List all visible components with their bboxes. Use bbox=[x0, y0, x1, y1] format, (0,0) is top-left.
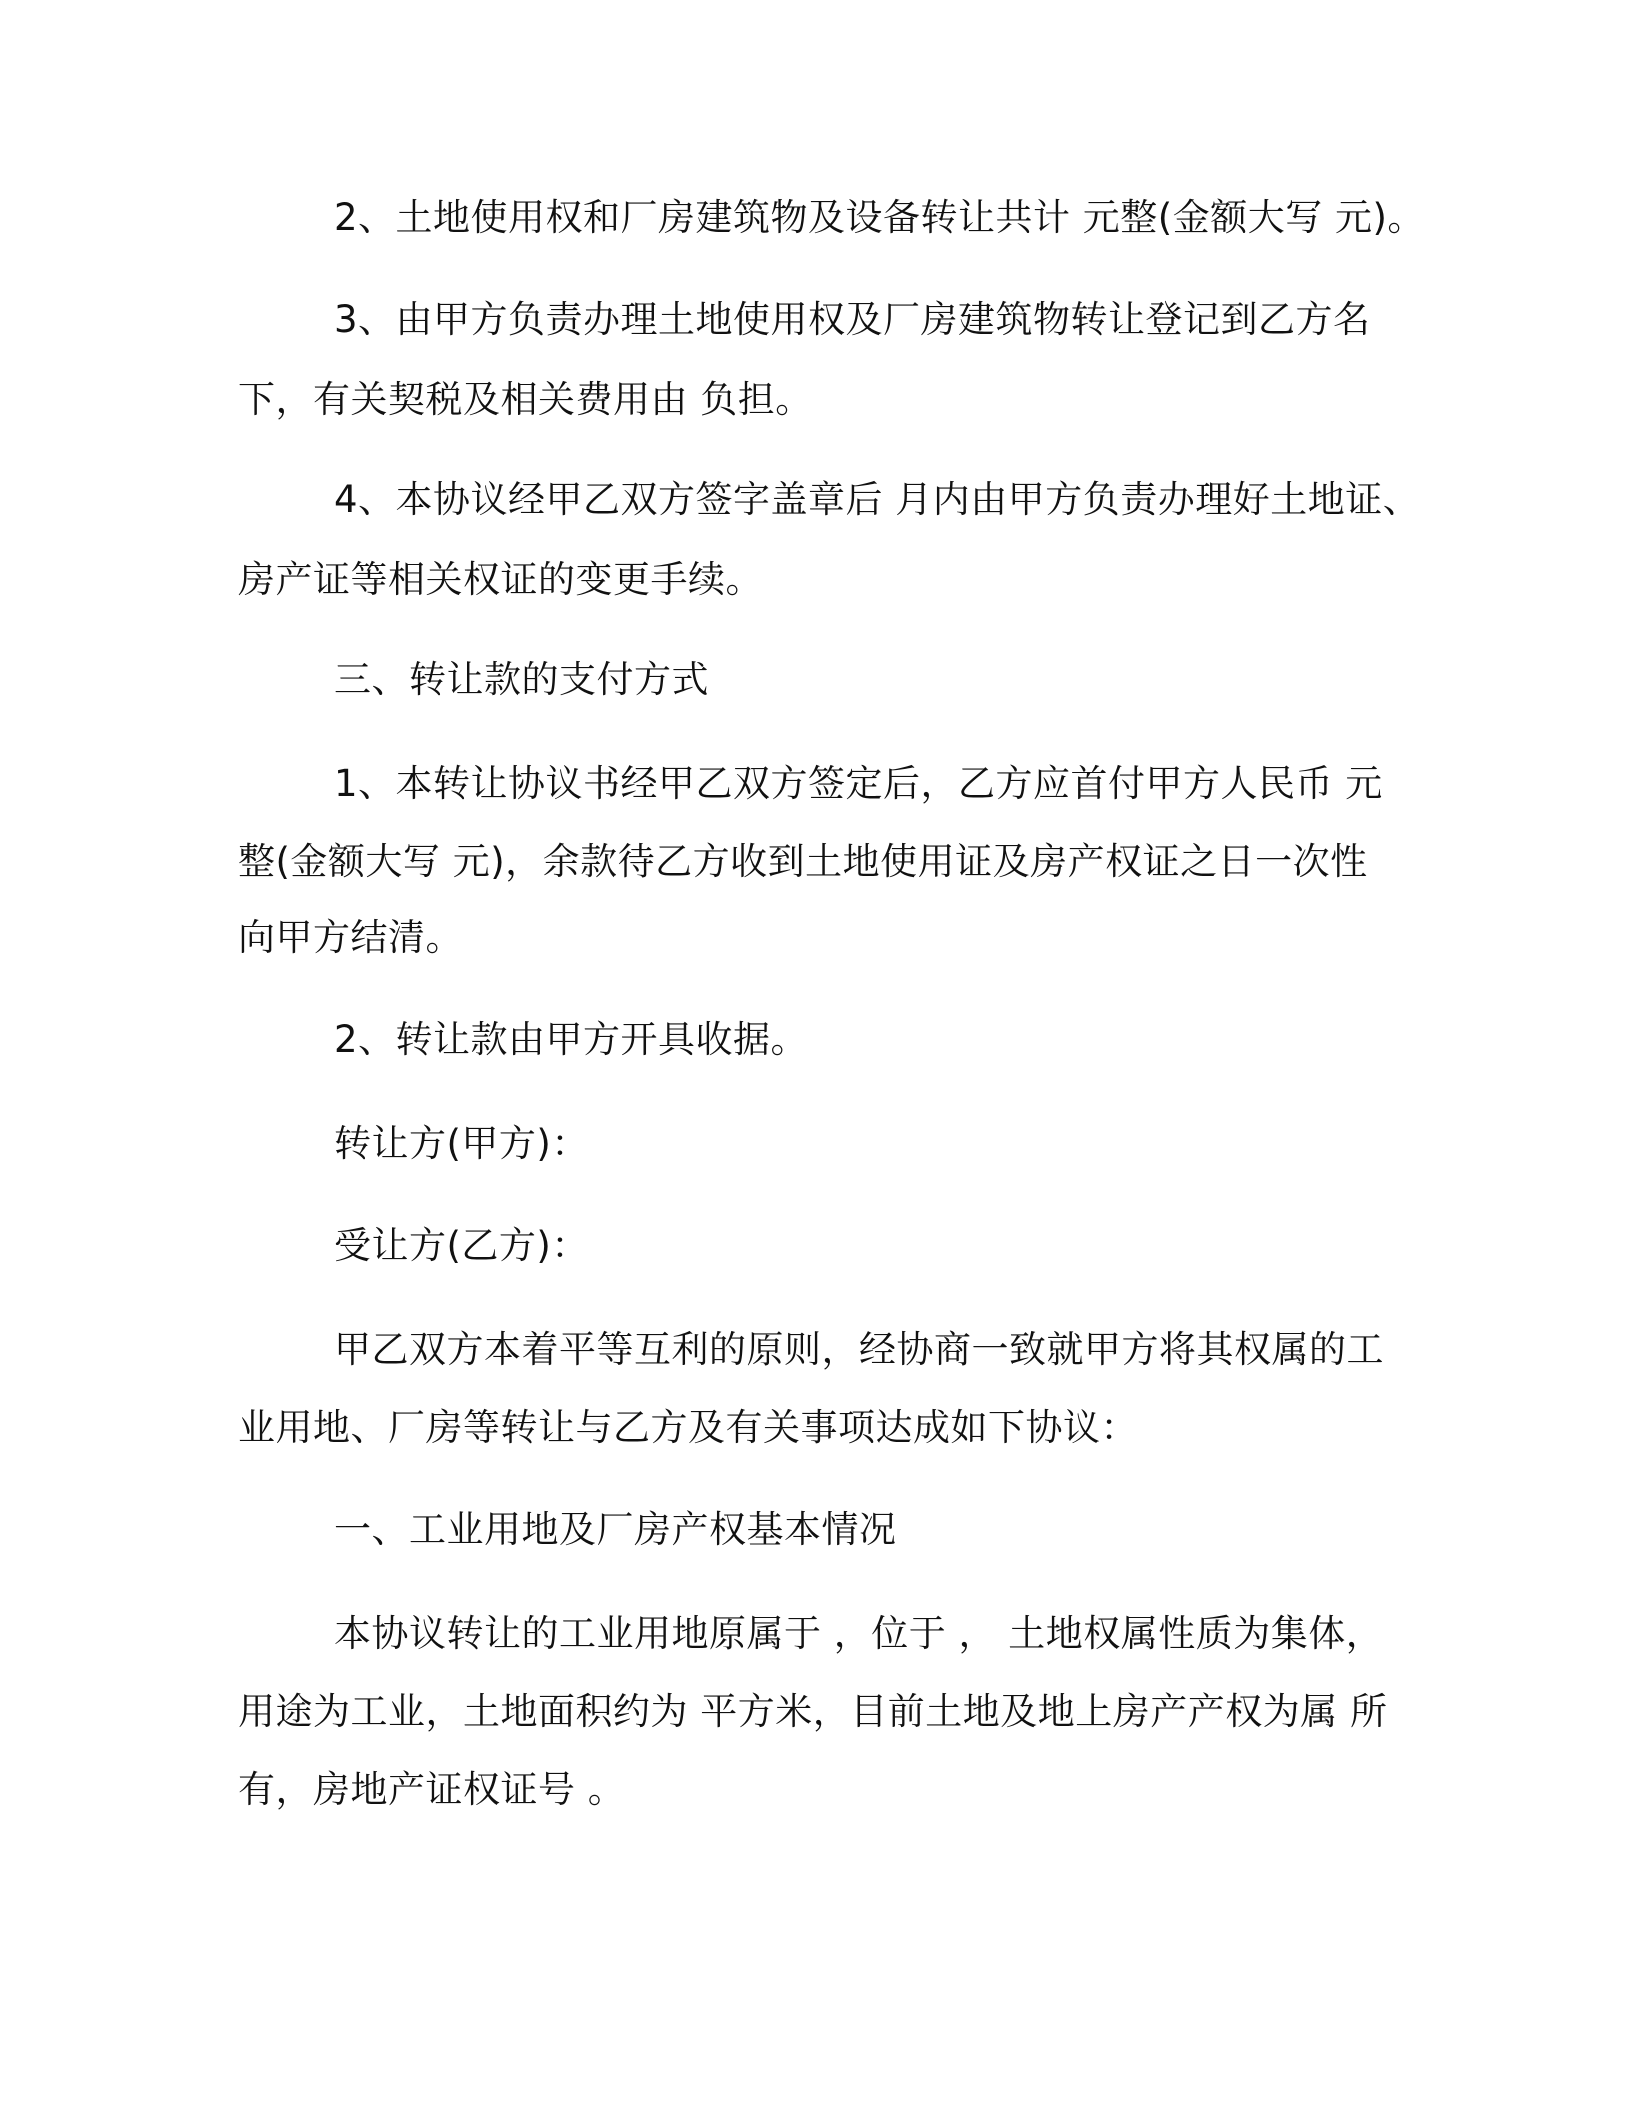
section-3-heading: 三、转让款的支付方式 bbox=[334, 658, 709, 701]
transferor-label: 转让方(甲方)： bbox=[334, 1122, 589, 1165]
preamble-line-2: 业用地、厂房等转让与乙方及有关事项达成如下协议： bbox=[238, 1406, 1138, 1449]
payment-clause-1-line-1: 1、本转让协议书经甲乙双方签定后，乙方应首付甲方人民币 元 bbox=[334, 762, 1383, 805]
clause-4-line-2: 房产证等相关权证的变更手续。 bbox=[238, 558, 763, 601]
clause-2-total-price: 2、土地使用权和厂房建筑物及设备转让共计 元整(金额大写 元)。 bbox=[334, 196, 1425, 239]
clause-3-line-1: 3、由甲方负责办理土地使用权及厂房建筑物转让登记到乙方名 bbox=[334, 298, 1371, 341]
clause-3-line-2: 下，有关契税及相关费用由 负担。 bbox=[238, 378, 813, 421]
payment-clause-1-line-3: 向甲方结清。 bbox=[238, 916, 463, 959]
land-info-line-3: 有，房地产证权证号 。 bbox=[238, 1768, 626, 1811]
payment-clause-2: 2、转让款由甲方开具收据。 bbox=[334, 1018, 809, 1061]
clause-4-line-1: 4、本协议经甲乙双方签字盖章后 月内由甲方负责办理好土地证、 bbox=[334, 478, 1421, 521]
section-1-heading: 一、工业用地及厂房产权基本情况 bbox=[334, 1508, 897, 1551]
payment-clause-1-line-2: 整(金额大写 元)，余款待乙方收到土地使用证及房产权证之日一次性 bbox=[238, 840, 1368, 883]
transferee-label: 受让方(乙方)： bbox=[334, 1224, 589, 1267]
preamble-line-1: 甲乙双方本着平等互利的原则，经协商一致就甲方将其权属的工 bbox=[334, 1328, 1384, 1371]
land-info-line-1: 本协议转让的工业用地原属于 ，位于 ， 土地权属性质为集体， bbox=[334, 1612, 1384, 1655]
land-info-line-2: 用途为工业，土地面积约为 平方米，目前土地及地上房产产权为属 所 bbox=[238, 1690, 1388, 1733]
